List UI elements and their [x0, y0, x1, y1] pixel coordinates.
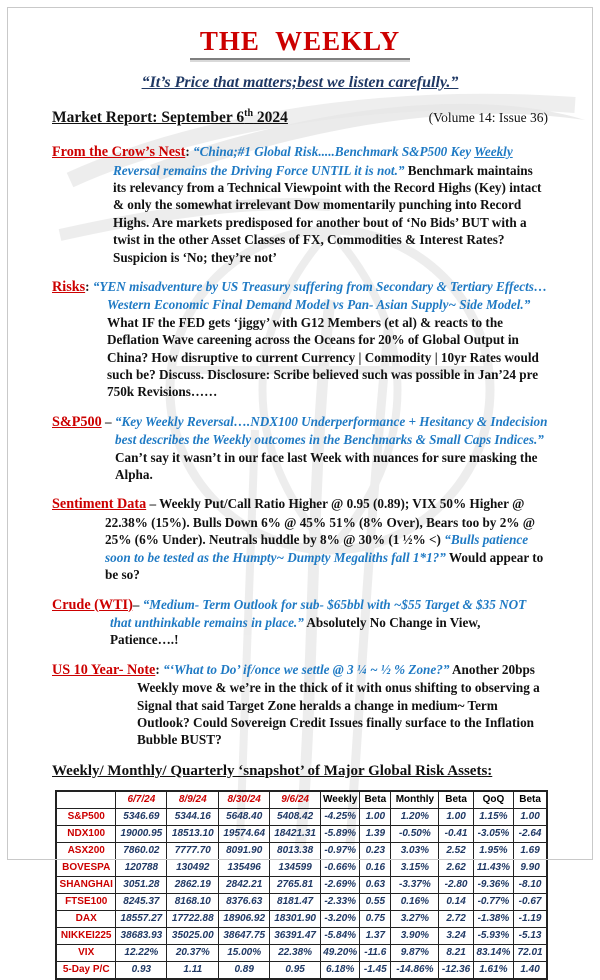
value-cell: 134599: [270, 859, 321, 876]
value-cell: 8168.10: [167, 893, 219, 910]
value-cell: 38683.93: [116, 927, 167, 944]
value-cell: -5.89%: [321, 825, 360, 842]
value-cell: 0.14: [439, 893, 473, 910]
table-header-row: [56, 791, 547, 809]
value-cell: 15.00%: [219, 944, 270, 961]
value-cell: 1.69: [514, 842, 547, 859]
value-cell: 19574.64: [219, 825, 270, 842]
value-cell: 8.21: [439, 944, 473, 961]
table-title: Weekly/ Monthly/ Quarterly ‘snapshot’ of Major Global Risk Assets:: [52, 762, 493, 779]
value-cell: 1.40: [514, 961, 547, 979]
date-header-cell: 9/6/24: [270, 791, 321, 809]
value-cell: -0.97%: [321, 842, 360, 859]
section-heading: Sentiment Data: [52, 496, 147, 513]
section-separator: :: [85, 279, 93, 294]
tagline-quote: “It’s Price that matters;best we listen carefully.”: [141, 74, 459, 91]
section-heading: Risks: [52, 279, 86, 295]
value-cell: 1.61%: [473, 961, 513, 979]
value-cell: 5648.40: [219, 808, 270, 825]
metric-header-cell: Beta: [439, 791, 473, 809]
value-cell: -0.41: [439, 825, 473, 842]
value-cell: 18557.27: [116, 910, 167, 927]
row-label: NDX100: [56, 825, 116, 842]
section-separator: –: [101, 413, 115, 429]
value-cell: 3.24: [439, 927, 473, 944]
table-row: [56, 842, 547, 859]
section-separator: :: [185, 144, 194, 160]
value-cell: 9.87%: [391, 944, 439, 961]
value-cell: 8181.47: [270, 893, 321, 910]
value-cell: 120788: [116, 859, 167, 876]
value-cell: -0.50%: [391, 825, 439, 842]
section-body-text: What IF the FED gets ‘jiggy’ with G12 Members (et al) & reacts to the Deflation Wave careening across the Oceans for 20% of Global Output in China? How disruptive to current Currency | Commodity | 10yr Rates would such be? Discuss. Disclosure: Scribe believed such was possible in Jan’24 pre 750k Revisions……: [107, 314, 539, 400]
section-quote-text: “China;#1 Global Risk.....Benchmark S&P500 Key: [193, 144, 475, 160]
value-cell: -9.36%: [473, 876, 513, 893]
table-row: [56, 859, 547, 876]
value-cell: 1.37: [360, 927, 391, 944]
section-heading: From the Crow’s Nest: [52, 144, 186, 161]
row-label: FTSE100: [56, 893, 116, 910]
value-cell: 0.89: [219, 961, 270, 979]
section-body-text: Another 20bps Weekly move & we’re in the thick of it with onus shifting to observing a Signal that said Target Zone heralds a change in medium~ Term Outlook? Could Sovereign Credit Issues finally surface to the Inflation Bubble BUST?: [137, 661, 540, 748]
value-cell: -1.45: [360, 961, 391, 979]
section-quote-text: Weekly: [474, 144, 513, 160]
value-cell: 8013.38: [270, 842, 321, 859]
row-label: S&P500: [56, 808, 116, 825]
row-label: 5-Day P/C: [56, 961, 116, 979]
section-sp500: [52, 413, 548, 484]
value-cell: 11.43%: [473, 859, 513, 876]
value-cell: -8.10: [514, 876, 547, 893]
value-cell: -0.67: [514, 893, 547, 910]
page-title: THE WEEKLY: [190, 26, 410, 60]
row-label: BOVESPA: [56, 859, 116, 876]
value-cell: 1.39: [360, 825, 391, 842]
value-cell: 35025.00: [167, 927, 219, 944]
row-label: SHANGHAI: [56, 876, 116, 893]
value-cell: 1.15%: [473, 808, 513, 825]
section-quote-text: “Bulls patience soon to be tested as the Humpty~ Dumpty Megaliths fall 1*1?”: [105, 532, 529, 565]
value-cell: 19000.95: [116, 825, 167, 842]
value-cell: 83.14%: [473, 944, 513, 961]
value-cell: -3.05%: [473, 825, 513, 842]
report-header-row: [52, 108, 548, 127]
section-body-text: Would appear to be so?: [105, 549, 544, 583]
value-cell: 130492: [167, 859, 219, 876]
value-cell: 7860.02: [116, 842, 167, 859]
section-body-text: Weekly Put/Call Ratio Higher @ 0.95 (0.89); VIX 50% Higher @ 22.38% (15%). Bulls Down 6% @ 45% 51% (8% Over), Bears too by 2% @ 25% (6% Under). Neutrals huddle by 8% @ 30% (1 ½% <): [105, 496, 536, 548]
metric-header-cell: Beta: [514, 791, 547, 809]
value-cell: 1.11: [167, 961, 219, 979]
value-cell: 2.62: [439, 859, 473, 876]
value-cell: 5408.42: [270, 808, 321, 825]
section-quote-text: “YEN misadventure by US Treasury suffering from Secondary & Tertiary Effects… Western Economic Final Demand Model vs Pan- Asian Supply~ Side Model.”: [92, 279, 548, 313]
table-row: [56, 893, 547, 910]
volume-issue-label: (Volume 14: Issue 36): [428, 110, 548, 126]
metric-header-cell: QoQ: [473, 791, 513, 809]
value-cell: 9.90: [514, 859, 547, 876]
value-cell: -3.37%: [391, 876, 439, 893]
value-cell: -2.69%: [321, 876, 360, 893]
value-cell: 8376.63: [219, 893, 270, 910]
row-label: VIX: [56, 944, 116, 961]
value-cell: -5.84%: [321, 927, 360, 944]
value-cell: 3.03%: [391, 842, 439, 859]
value-cell: 17722.88: [167, 910, 219, 927]
section-heading: S&P500: [52, 413, 102, 430]
value-cell: 0.23: [360, 842, 391, 859]
value-cell: 0.16%: [391, 893, 439, 910]
value-cell: -14.86%: [391, 961, 439, 979]
sections: [52, 143, 548, 749]
value-cell: 0.75: [360, 910, 391, 927]
value-cell: -12.36: [439, 961, 473, 979]
row-label: ASX200: [56, 842, 116, 859]
section-quote-text: “‘What to Do’ if/once we settle @ 3 ¼ ~ ½ % Zone?”: [163, 661, 450, 677]
section-body-text: Benchmark maintains its relevancy from a Technical Viewpoint with the Record Highs (Key) intact & only the somewhat irrelevant Dow momentarily punching into Record Highs. Are markets predisposed for another bout of ‘No Bids’ BUT with a twist in the other Asset Classes of FX, Commodities & Interest Rates? Suspicion is ‘No; they’re not’: [113, 162, 542, 265]
value-cell: 0.16: [360, 859, 391, 876]
value-cell: 5346.69: [116, 808, 167, 825]
section-body-text: Can’t say it wasn’t in our face last Week with nuances for sure masking the Alpha.: [115, 449, 538, 483]
metric-header-cell: Monthly: [391, 791, 439, 809]
value-cell: 2842.21: [219, 876, 270, 893]
table-body: [56, 808, 547, 979]
value-cell: 1.00: [360, 808, 391, 825]
value-cell: -2.64: [514, 825, 547, 842]
section-heading: Crude (WTI): [52, 596, 133, 613]
value-cell: 2.52: [439, 842, 473, 859]
value-cell: -11.6: [360, 944, 391, 961]
table-row: [56, 808, 547, 825]
section-quote-text: “Medium- Term Outlook for sub- $65bbl with ~$55 Target & $35 NOT that unthinkable remains in place.”: [110, 596, 527, 630]
value-cell: -0.77%: [473, 893, 513, 910]
ordinal-superscript: th: [244, 108, 254, 119]
value-cell: 18421.31: [270, 825, 321, 842]
value-cell: 22.38%: [270, 944, 321, 961]
table-row: [56, 927, 547, 944]
value-cell: 7777.70: [167, 842, 219, 859]
risk-assets-table: [55, 790, 548, 980]
value-cell: 3.27%: [391, 910, 439, 927]
table-row: [56, 825, 547, 842]
value-cell: 3.90%: [391, 927, 439, 944]
value-cell: 49.20%: [321, 944, 360, 961]
section-crude-wti: [52, 596, 548, 649]
section-sentiment-data: [52, 495, 548, 583]
value-cell: 135496: [219, 859, 270, 876]
row-label: DAX: [56, 910, 116, 927]
value-cell: 18301.90: [270, 910, 321, 927]
value-cell: -2.80: [439, 876, 473, 893]
value-cell: -0.66%: [321, 859, 360, 876]
value-cell: 0.95: [270, 961, 321, 979]
value-cell: 1.20%: [391, 808, 439, 825]
value-cell: 5344.16: [167, 808, 219, 825]
metric-header-cell: Beta: [360, 791, 391, 809]
row-label: NIKKEI225: [56, 927, 116, 944]
value-cell: -1.19: [514, 910, 547, 927]
value-cell: 18513.10: [167, 825, 219, 842]
section-risks: [52, 278, 548, 401]
value-cell: 8245.37: [116, 893, 167, 910]
value-cell: 2765.81: [270, 876, 321, 893]
value-cell: 6.18%: [321, 961, 360, 979]
date-header-cell: 6/7/24: [116, 791, 167, 809]
value-cell: 36391.47: [270, 927, 321, 944]
value-cell: 8091.90: [219, 842, 270, 859]
value-cell: -3.20%: [321, 910, 360, 927]
value-cell: -4.25%: [321, 808, 360, 825]
value-cell: 72.01: [514, 944, 547, 961]
value-cell: 38647.75: [219, 927, 270, 944]
section-body-text: Absolutely No Change in View, Patience….!: [110, 614, 481, 648]
table-row: [56, 876, 547, 893]
report-title: Market Report: September 6th 2024: [52, 108, 288, 127]
value-cell: 1.95%: [473, 842, 513, 859]
section-separator: :: [155, 661, 164, 677]
section-separator: –: [146, 496, 160, 512]
section-from-the-crows-nest: [52, 143, 548, 266]
value-cell: 20.37%: [167, 944, 219, 961]
section-separator: –: [132, 596, 143, 612]
value-cell: 12.22%: [116, 944, 167, 961]
value-cell: 0.55: [360, 893, 391, 910]
section-quote-text: “Key Weekly Reversal….NDX100 Underperformance + Hesitancy & Indecision best describes the Weekly outcomes in the Benchmarks & Small Caps Indices.”: [114, 413, 548, 448]
value-cell: 1.00: [514, 808, 547, 825]
value-cell: 18906.92: [219, 910, 270, 927]
value-cell: -5.93%: [473, 927, 513, 944]
section-us-10-year-note: [52, 661, 548, 749]
value-cell: 3051.28: [116, 876, 167, 893]
section-heading: US 10 Year- Note: [52, 661, 156, 678]
corner-cell: [56, 791, 116, 809]
date-header-cell: 8/30/24: [219, 791, 270, 809]
value-cell: 2862.19: [167, 876, 219, 893]
table-row: [56, 961, 547, 979]
value-cell: 0.63: [360, 876, 391, 893]
table-row: [56, 944, 547, 961]
table-row: [56, 910, 547, 927]
value-cell: -5.13: [514, 927, 547, 944]
value-cell: 0.93: [116, 961, 167, 979]
table-head: [56, 791, 547, 809]
date-header-cell: 8/9/24: [167, 791, 219, 809]
value-cell: 2.72: [439, 910, 473, 927]
value-cell: 3.15%: [391, 859, 439, 876]
metric-header-cell: Weekly: [321, 791, 360, 809]
value-cell: -1.38%: [473, 910, 513, 927]
section-quote-text: Reversal remains the Driving Force UNTIL it is not.”: [113, 162, 405, 178]
value-cell: 1.00: [439, 808, 473, 825]
value-cell: -2.33%: [321, 893, 360, 910]
